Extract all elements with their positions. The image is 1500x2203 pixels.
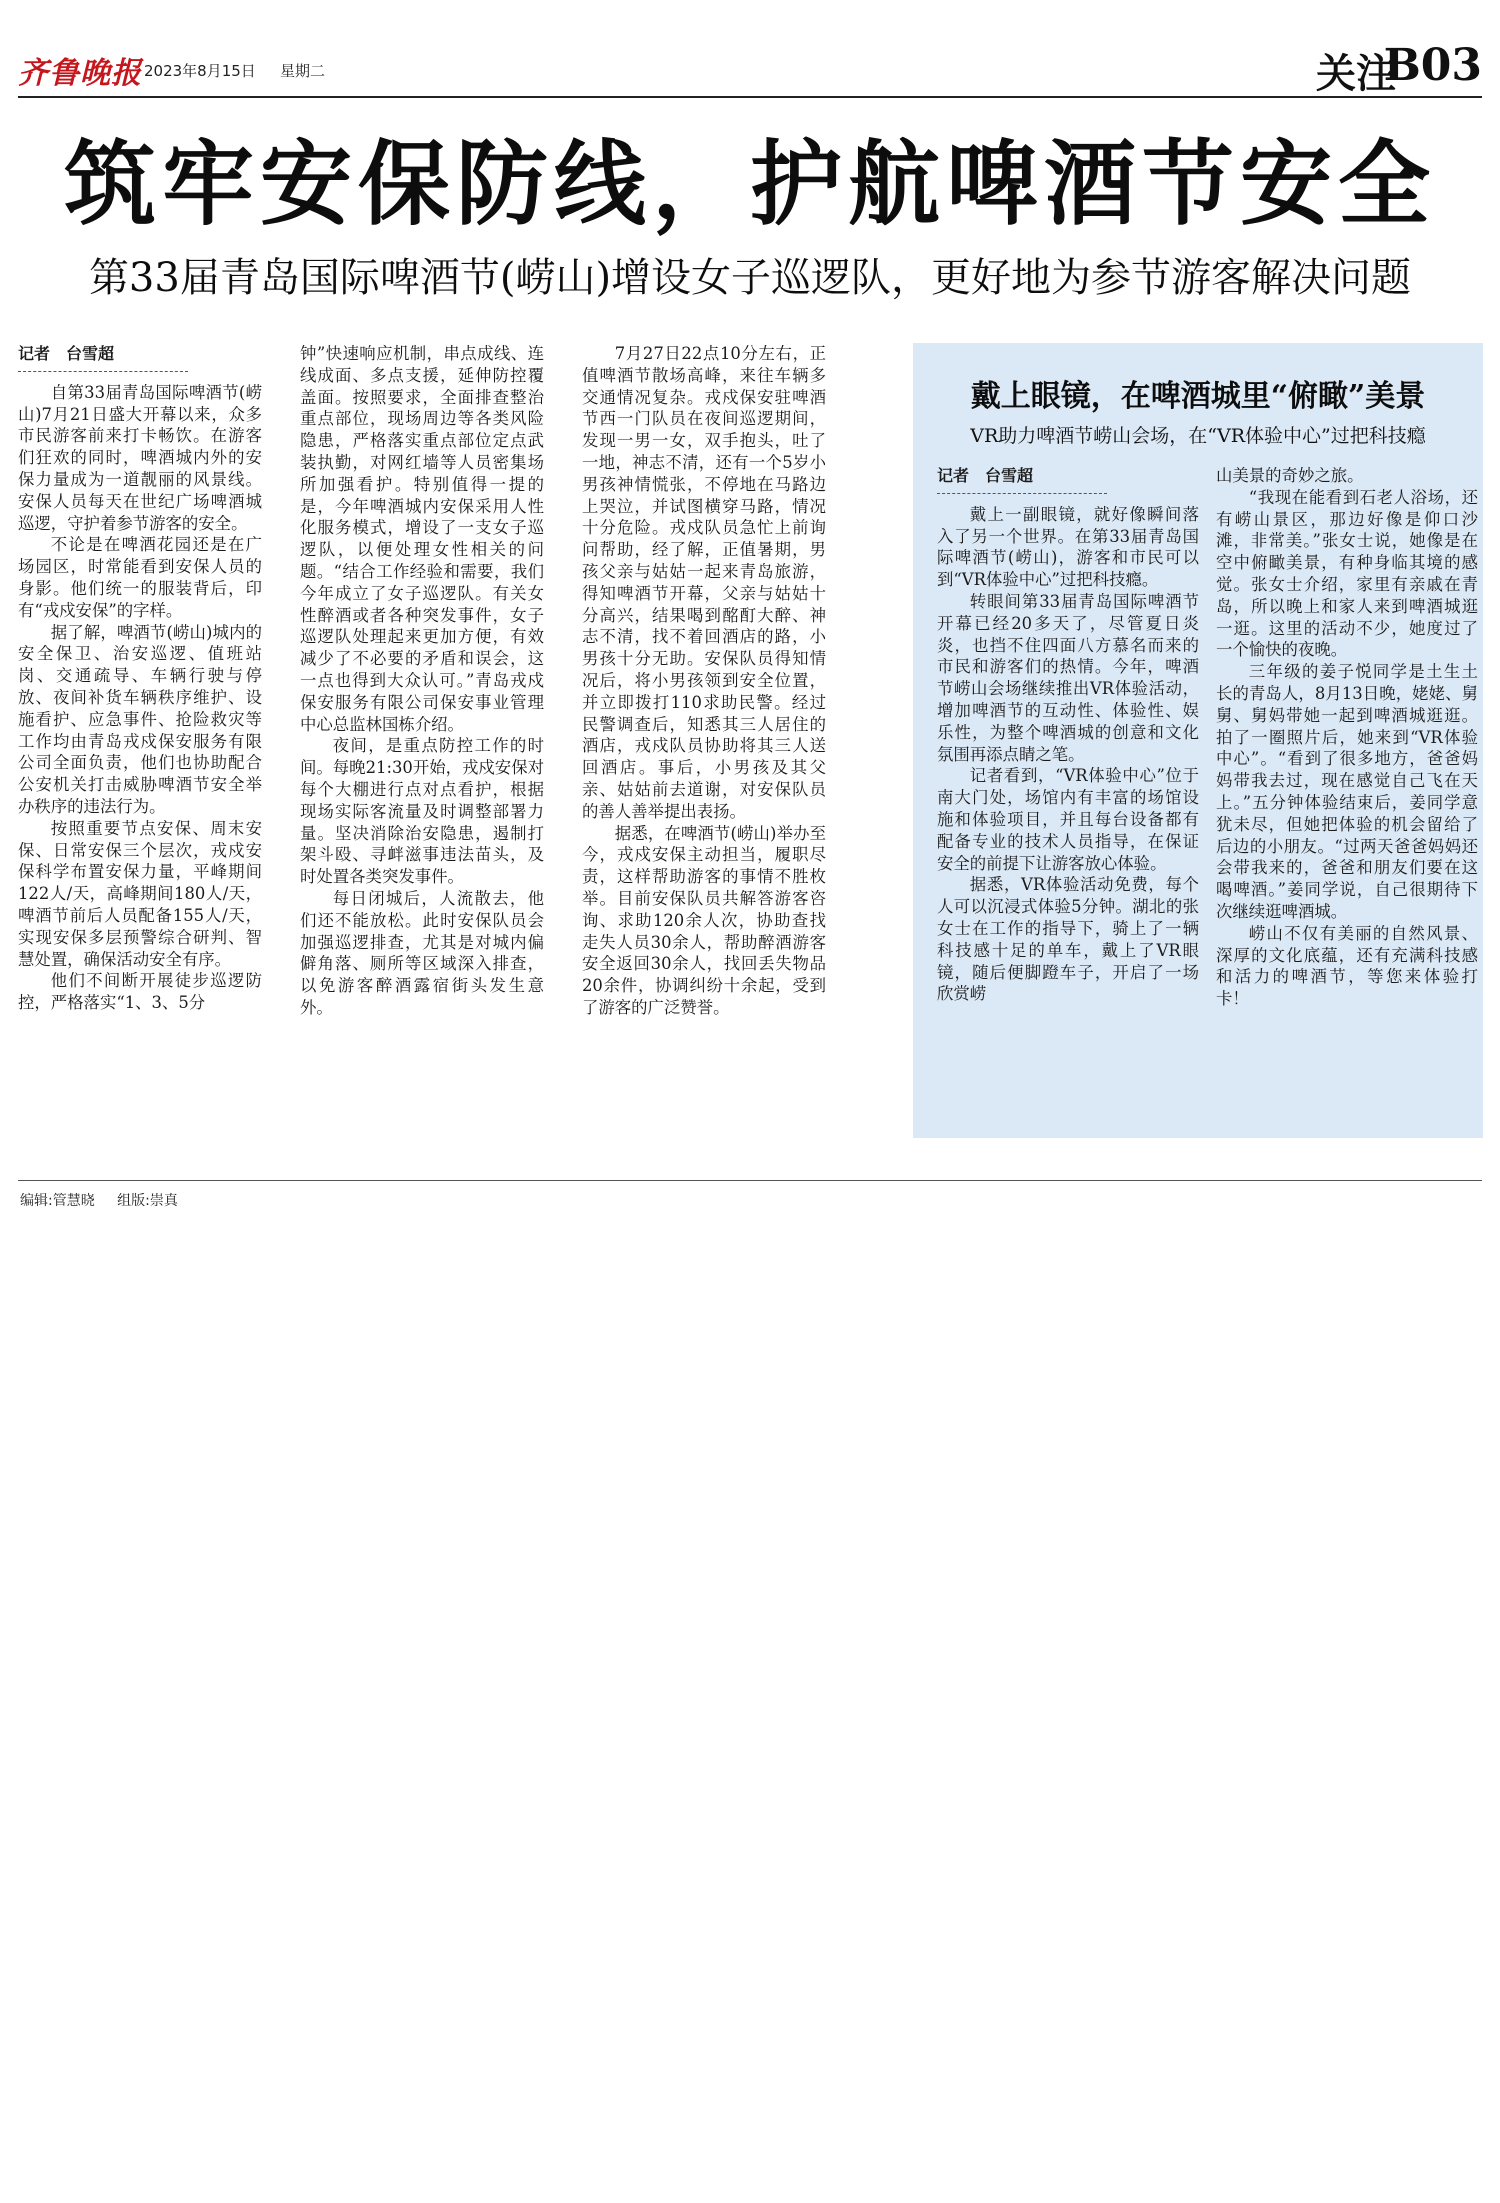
paragraph: 每日闭城后，人流散去，他们还不能放松。此时安保队员会加强巡逻排查，尤其是对城内偏僻角落、厕所等区域深入排查，以免游客醉酒露宿街头发生意外。 <box>300 888 544 1017</box>
masthead <box>18 40 1482 96</box>
sidebar-column-1 <box>937 465 1199 1005</box>
masthead-divider <box>18 96 1482 98</box>
paragraph-continued: 山美景的奇妙之旅。 <box>1216 466 1364 485</box>
article-column-2 <box>300 343 544 1019</box>
main-subhead: 第33届青岛国际啤酒节(崂山)增设女子巡逻队，更好地为参节游客解决问题 <box>88 255 1412 301</box>
page-number: B03 <box>1383 40 1482 91</box>
footer-divider <box>18 1180 1482 1181</box>
sidebar-article-box <box>913 343 1483 1138</box>
byline-divider <box>937 493 1107 494</box>
paragraph: 转眼间第33届青岛国际啤酒节开幕已经20多天了，尽管夏日炎炎，也挡不住四面八方慕名而来的市民和游客们的热情。今年，啤酒节崂山会场继续推出VR体验活动，增加啤酒节的互动性、体验性、娱乐性，为整个啤酒城的创意和文化氛围再添点睛之笔。 <box>937 591 1199 764</box>
paragraph: 崂山不仅有美丽的自然风景、深厚的文化底蕴，还有充满科技感和活力的啤酒节，等您来体验打卡！ <box>1216 923 1478 1009</box>
sidebar-byline: 记者 台雪超 <box>937 466 1034 485</box>
paragraph: 三年级的姜子悦同学是土生土长的青岛人，8月13日晚，姥姥、舅舅、舅妈带她一起到啤酒城逛逛。拍了一圈照片后，她来到“VR体验中心”。“看到了很多地方，爸爸妈妈带我去过，现在感觉自己飞在天上。”五分钟体验结束后，姜同学意犹未尽，但她把体验的机会留给了后边的小朋友。“过两天爸爸妈妈还会带我来的，爸爸和朋友们要在这喝啤酒。”姜同学说，自己很期待下次继续逛啤酒城。 <box>1216 662 1478 921</box>
article-column-3 <box>582 343 826 1019</box>
byline-divider <box>18 371 188 372</box>
paragraph: 夜间，是重点防控工作的时间。每晚21:30开始，戎戍安保对每个大棚进行点对点看护，根据现场实际客流量及时调整部署力量。坚决消除治安隐患，遏制打架斗殴、寻衅滋事违法苗头，及时处置各类突发事件。 <box>300 736 544 887</box>
editor-credit: 编辑:管慧晓 <box>20 1193 95 1209</box>
paragraph-continued: 钟”快速响应机制，串点成线、连线成面、多点支援，延伸防控覆盖面。按照要求，全面排查整治重点部位，现场周边等各类风险隐患，严格落实重点部位定点武装执勤，对网红墙等人员密集场所加强看护。特别值得一提的是，今年啤酒城内安保采用人性化服务模式，增设了一支女子巡逻队，以便处理女性相关的问题。“结合工作经验和需要，我们今年成立了女子巡逻队。有关女性醉酒或者各种突发事件，女子巡逻队处理起来更加方便，有效减少了不必要的矛盾和误会，这一点也得到大众认可。”青岛戎戍保安服务有限公司保安事业管理中心总监林国栋介绍。 <box>300 344 544 734</box>
paragraph: “我现在能看到石老人浴场，还有崂山景区，那边好像是仰口沙滩，非常美。”张女士说，她像是在空中俯瞰美景，有种身临其境的感觉。张女士介绍，家里有亲戚在青岛，所以晚上和家人来到啤酒城逛一逛。这里的活动不少，她度过了一个愉快的夜晚。 <box>1216 487 1478 660</box>
issue-date: 2023年8月15日 <box>144 62 256 80</box>
section-name: 关注 <box>1316 50 1396 97</box>
layout-credit: 组版:崇真 <box>117 1193 178 1209</box>
issue-weekday: 星期二 <box>280 62 326 80</box>
main-headline: 筑牢安保防线，护航啤酒节安全 <box>63 130 1436 238</box>
newspaper-logo: 齐鲁晚报 <box>18 56 142 91</box>
paragraph: 据悉，VR体验活动免费，每个人可以沉浸式体验5分钟。湖北的张女士在工作的指导下，骑上了一辆科技感十足的单车，戴上了VR眼镜，随后便脚蹬车子，开启了一场欣赏崂 <box>937 875 1199 1004</box>
sidebar-headline: 戴上眼镜，在啤酒城里“俯瞰”美景 <box>970 379 1426 414</box>
paragraph: 据悉，在啤酒节(崂山)举办至今，戎戍安保主动担当，履职尽责，这样帮助游客的事情不胜枚举。目前安保队员共解答游客咨询、求助120余人次，协助查找走失人员30余人，帮助醉酒游客安全返回30余人，找回丢失物品20余件，协调纠纷十余起，受到了游客的广泛赞誉。 <box>582 823 826 1017</box>
sidebar-column-2 <box>1216 465 1478 1010</box>
paragraph: 戴上一副眼镜，就好像瞬间落入了另一个世界。在第33届青岛国际啤酒节(崂山)，游客和市民可以到“VR体验中心”过把科技瘾。 <box>937 504 1199 590</box>
paragraph: 7月27日22点10分左右，正值啤酒节散场高峰，来往车辆多交通情况复杂。戎戍保安驻啤酒节西一门队员在夜间巡逻期间，发现一男一女，双手抱头，吐了一地，神志不清，还有一个5岁小男孩神情慌张，不停地在马路边上哭泣，并试图横穿马路，情况十分危险。戎戍队员急忙上前询问帮助，经了解，正值暑期，男孩父亲与姑姑一起来青岛旅游，得知啤酒节开幕，父亲与姑姑十分高兴，结果喝到酩酊大醉、神志不清，找不着回酒店的路，小男孩十分无助。安保队员得知情况后，将小男孩领到安全位置，并立即拨打110求助民警。经过民警调查后，知悉其三人居住的酒店，戎戍队员协助将其三人送回酒店。事后，小男孩及其父亲、姑姑前去道谢，对安保队员的善人善举提出表扬。 <box>582 344 826 821</box>
footer-credits <box>20 1190 196 1210</box>
paragraph: 记者看到，“VR体验中心”位于南大门处，场馆内有丰富的场馆设施和体验项目，并且每台设备都有配备专业的技术人员指导，在保证安全的前提下让游客放心体验。 <box>937 766 1199 873</box>
paragraph: 不论是在啤酒花园还是在广场园区，时常能看到安保人员的身影。他们统一的服装背后，印有“戎戍安保”的字样。 <box>18 535 262 620</box>
article-byline: 记者 台雪超 <box>18 344 115 363</box>
paragraph: 据了解，啤酒节(崂山)城内的安全保卫、治安巡逻、值班站岗、交通疏导、车辆行驶与停放、夜间补货车辆秩序维护、设施看护、应急事件、抢险救灾等工作均由青岛戎戍保安服务有限公司全面负责，他们也协助配合公安机关打击威胁啤酒节安全举办秩序的违法行为。 <box>18 622 262 816</box>
paragraph: 自第33届青岛国际啤酒节(崂山)7月21日盛大开幕以来，众多市民游客前来打卡畅饮。在游客们狂欢的同时，啤酒城内外的安保力量成为一道靓丽的风景线。安保人员每天在世纪广场啤酒城巡逻，守护着参节游客的安全。 <box>18 382 262 533</box>
paragraph: 按照重要节点安保、周末安保、日常安保三个层次，戎戍安保科学布置安保力量，平峰期间122人/天，高峰期间180人/天，啤酒节前后人员配备155人/天，实现安保多层预警综合研判、智慧处置，确保活动安全有序。 <box>18 818 262 969</box>
paragraph: 他们不间断开展徒步巡逻防控，严格落实“1、3、5分 <box>18 971 262 1013</box>
sidebar-subhead: VR助力啤酒节崂山会场，在“VR体验中心”过把科技瘾 <box>970 425 1426 447</box>
article-column-1 <box>18 343 262 1014</box>
